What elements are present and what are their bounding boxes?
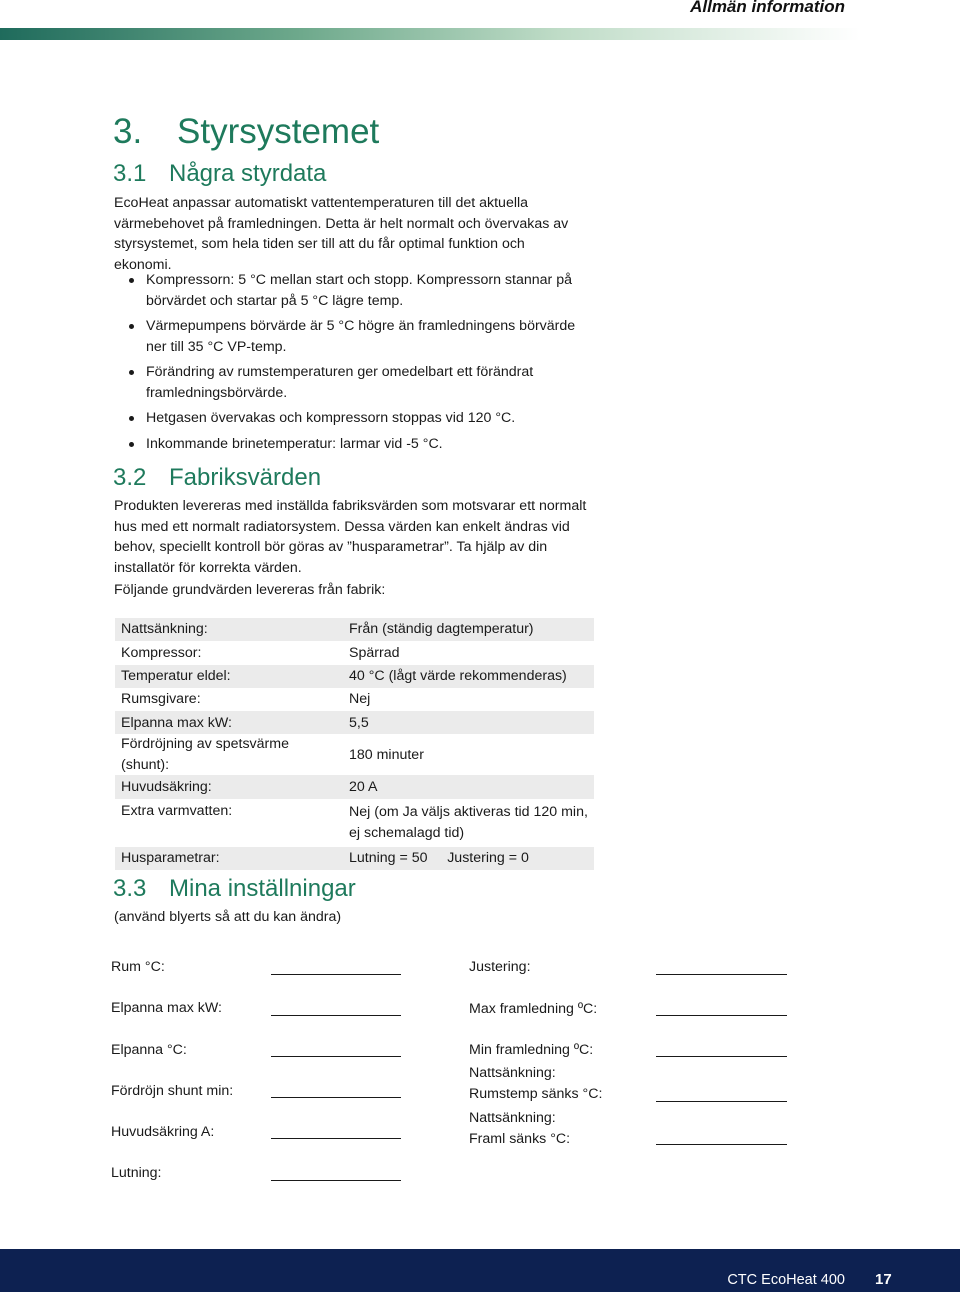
fill-in-line [656, 974, 787, 975]
field-label-boiler-max-kw: Elpanna max kW: [111, 1000, 222, 1016]
fill-in-line [271, 1180, 401, 1181]
section-3-heading [113, 112, 379, 152]
table-value: 180 minuter [349, 746, 424, 763]
table-row [115, 775, 594, 798]
list-item [114, 408, 594, 429]
fill-in-line [656, 1101, 787, 1102]
field-label-main-fuse: Huvudsäkring A: [111, 1124, 215, 1140]
table-row [115, 665, 594, 688]
fill-in-line [271, 1015, 401, 1016]
list-item-text: Värmepumpens börvärde är 5 °C högre än framledningens börvärde ner till 35 °C VP-temp. [146, 318, 576, 355]
section-3-1-title: Några styrdata [169, 160, 327, 187]
header-title: Allmän information [690, 0, 845, 16]
table-row [115, 618, 594, 641]
table-key: Kompressor: [121, 644, 202, 661]
control-data-list [114, 270, 594, 459]
table-value: Nej (om Ja väljs aktiveras tid 120 min, ej schemalagd tid) [349, 804, 588, 841]
field-label-night-room-reduction: Nattsänkning: Rumstemp sänks °C: [469, 1065, 603, 1102]
list-item-text: Inkommande brinetemperatur: larmar vid -5 °C. [146, 435, 443, 452]
table-key: Elpanna max kW: [115, 711, 343, 734]
page-number: 17 [875, 1271, 892, 1288]
table-value: 40 °C (lågt värde rekommenderas) [343, 665, 594, 688]
section-3-3-heading [113, 875, 356, 903]
table-key: Fördröjning av spetsvärme (shunt): [121, 736, 289, 773]
section-3-1-number: 3.1 [113, 160, 147, 187]
footer-product-name: CTC EcoHeat 400 [727, 1272, 845, 1288]
section-3-2-number: 3.2 [113, 464, 147, 491]
section-3-2-lead: Följande grundvärden levereras från fabrik: [114, 582, 386, 598]
list-item [114, 316, 594, 357]
list-item-text: Förändring av rumstemperaturen ger omedelbart ett förändrat framledningsbörvärde. [146, 364, 534, 401]
section-3-1-intro: EcoHeat anpassar automatiskt vattentemperaturen till det aktuella värmebehovet på framledningen. Detta är helt normalt och övervakas av styrsystemet, som hela tiden ser till att du får optimal funktion och ekonomi. [114, 195, 569, 273]
fill-in-line [271, 974, 401, 975]
bullet-icon [129, 278, 134, 283]
table-value: 20 A [343, 775, 594, 798]
fill-in-line [271, 1097, 401, 1098]
bullet-icon [129, 370, 134, 375]
bullet-icon [129, 324, 134, 329]
field-label-max-flow: Max framledning ºC: [469, 1001, 598, 1017]
field-label-min-flow: Min framledning ºC: [469, 1042, 594, 1058]
section-3-1-heading [113, 160, 326, 188]
header-gradient-bar [0, 28, 860, 40]
list-item [114, 362, 594, 403]
table-value: 5,5 [343, 711, 594, 734]
section-3-number: 3. [113, 112, 143, 151]
table-value: Spärrad [349, 644, 400, 661]
table-row [115, 711, 594, 734]
table-key: Nattsänkning: [115, 618, 343, 641]
fill-in-line [656, 1056, 787, 1057]
table-value: Lutning = 50 Justering = 0 [343, 847, 594, 870]
section-3-2-paragraph: Produkten levereras med inställda fabriksvärden som motsvarar ett normalt hus med ett normalt radiatorsystem. Dessa värden kan enkelt ändras vid behov, speciellt kontroll bör göras av ”husparametrar”. Ta hjälp av din installatör för korrekta värden. [114, 498, 587, 576]
field-label-shunt-delay: Fördröjn shunt min: [111, 1083, 234, 1099]
bullet-icon [129, 442, 134, 447]
fill-in-line [271, 1138, 401, 1139]
bullet-icon [129, 416, 134, 421]
table-row [115, 734, 594, 775]
fill-in-line [656, 1015, 787, 1016]
list-item-text: Kompressorn: 5 °C mellan start och stopp. Kompressorn stannar på börvärdet och startar på 5 °C lägre temp. [146, 272, 572, 309]
list-item [114, 434, 594, 455]
fill-in-line [271, 1056, 401, 1057]
field-label-slope: Lutning: [111, 1165, 162, 1181]
table-row [115, 799, 594, 847]
table-row [115, 847, 594, 870]
field-label-boiler-temp: Elpanna °C: [111, 1042, 187, 1058]
section-3-3-subtitle: (använd blyerts så att du kan ändra) [114, 909, 342, 925]
table-key: Husparametrar: [115, 847, 343, 870]
table-row [115, 688, 594, 711]
table-key: Temperatur eldel: [115, 665, 343, 688]
section-3-3-number: 3.3 [113, 875, 147, 902]
table-value: Från (ständig dagtemperatur) [343, 618, 594, 641]
table-key: Rumsgivare: [121, 691, 201, 708]
list-item-text: Hetgasen övervakas och kompressorn stoppas vid 120 °C. [146, 410, 516, 426]
fill-in-line [656, 1144, 787, 1145]
field-label-night-flow-reduction: Nattsänkning: Framl sänks °C: [469, 1110, 571, 1147]
section-3-2-heading [113, 464, 321, 492]
section-3-title: Styrsystemet [177, 112, 380, 151]
table-key: Huvudsäkring: [115, 775, 343, 798]
table-row [115, 641, 594, 664]
section-3-2-title: Fabriksvärden [169, 464, 322, 491]
table-value: Nej [349, 691, 371, 708]
section-3-3-title: Mina inställningar [169, 875, 356, 902]
factory-values-table [115, 618, 594, 870]
list-item [114, 270, 594, 311]
table-key: Extra varmvatten: [121, 802, 233, 819]
field-label-room-temp: Rum °C: [111, 959, 165, 975]
field-label-adjustment: Justering: [469, 959, 531, 975]
